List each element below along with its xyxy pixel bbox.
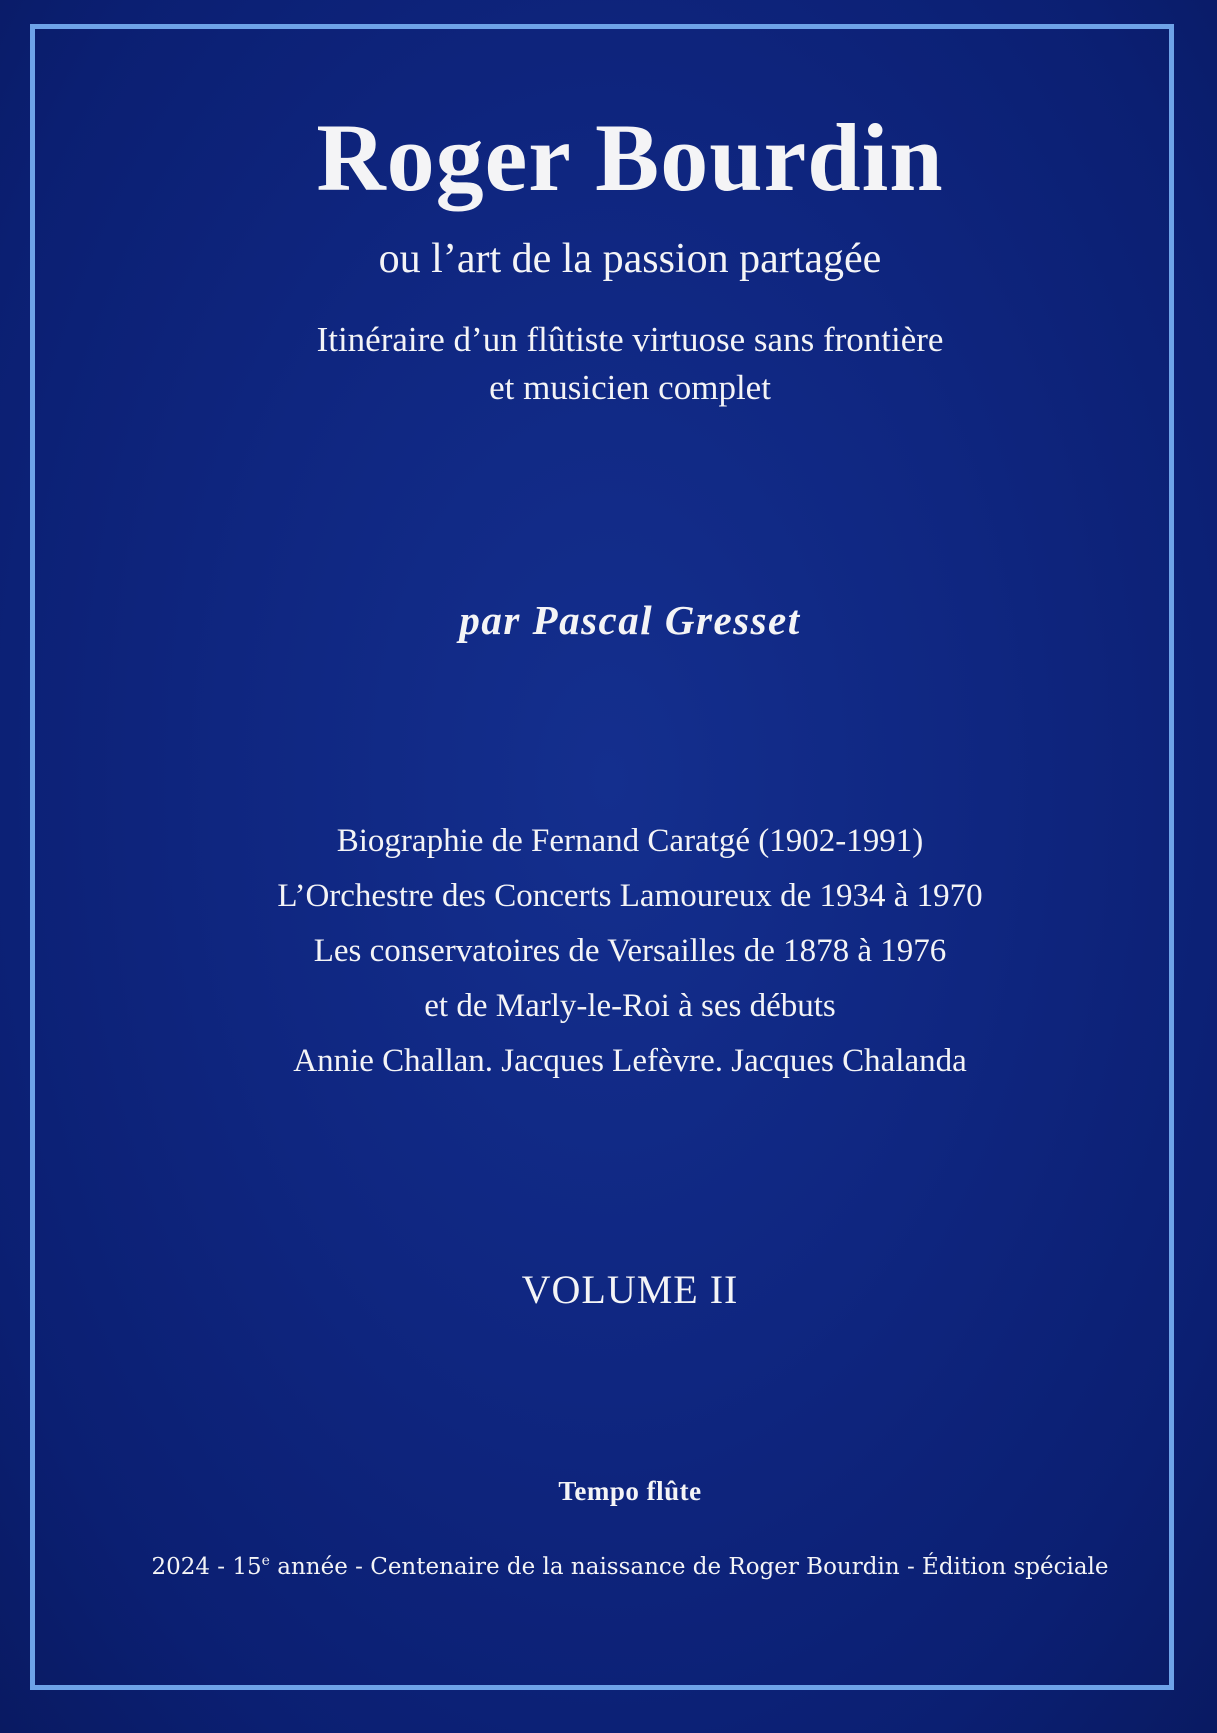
- volume-label: VOLUME II: [521, 1267, 739, 1312]
- tagline-line-1: Itinéraire d’un flûtiste virtuose sans frontière: [316, 320, 944, 359]
- topic-item: Les conservatoires de Versailles de 1878 à 1976: [313, 933, 947, 969]
- edition-year: 2024 - 15: [151, 1554, 262, 1580]
- author-credit: par Pascal Gresset: [459, 597, 801, 643]
- topic-item: Biographie de Fernand Caratgé (1902-1991): [336, 823, 924, 859]
- topic-item: et de Marly-le-Roi à ses débuts: [424, 988, 836, 1024]
- edition-ordinal-suffix: e: [261, 1553, 270, 1569]
- publisher-name: Tempo flûte: [558, 1476, 702, 1506]
- topics-list: [0, 814, 1217, 1089]
- book-title: Roger Bourdin: [316, 104, 944, 211]
- topic-item: L’Orchestre des Concerts Lamoureux de 1934 à 1970: [277, 878, 983, 914]
- edition-description: année - Centenaire de la naissance de Roger Bourdin - Édition spéciale: [269, 1554, 1109, 1580]
- topic-item: Annie Challan. Jacques Lefèvre. Jacques Chalanda: [293, 1043, 967, 1079]
- edition-note: [0, 1553, 1217, 1580]
- book-subtitle: ou l’art de la passion partagée: [378, 236, 882, 282]
- tagline-line-2: et musicien complet: [489, 368, 771, 407]
- book-tagline: [0, 316, 1217, 412]
